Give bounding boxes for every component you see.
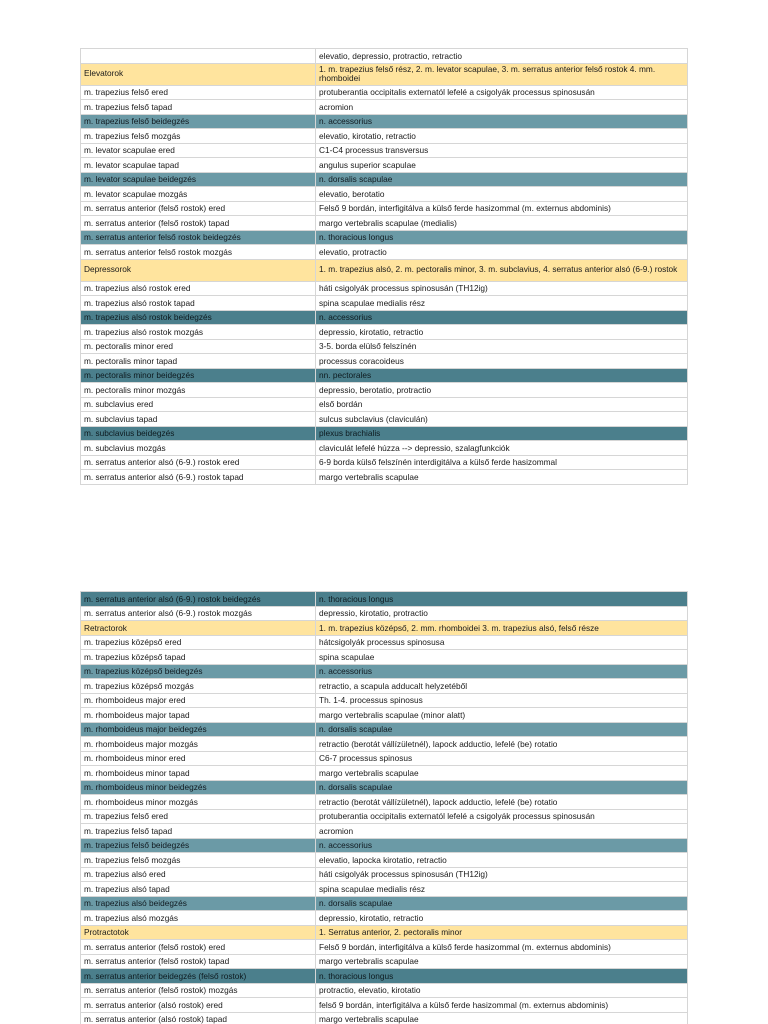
table-row — [81, 129, 688, 144]
value-cell: Felső 9 bordán, interfigitálva a külső ferde hasizommal (m. externus abdominis) — [316, 201, 688, 216]
muscle-property-cell: m. serratus anterior (felső rostok) tapad — [81, 216, 316, 231]
value-cell: spina scapulae medialis rész — [316, 882, 688, 897]
table-row — [81, 766, 688, 781]
muscle-property-cell: m. serratus anterior (felső rostok) mozgás — [81, 983, 316, 998]
innervation-row — [81, 114, 688, 129]
value-cell: elevatio, berotatio — [316, 187, 688, 202]
muscle-property-cell: m. trapezius középső tapad — [81, 650, 316, 665]
muscle-property-cell: m. serratus anterior beidegzés (felső rostok) — [81, 969, 316, 984]
innervation-row — [81, 896, 688, 911]
group-title-cell: Elevatorok — [81, 63, 316, 85]
table-row — [81, 158, 688, 173]
table-row — [81, 650, 688, 665]
table-row — [81, 911, 688, 926]
muscle-property-cell: m. serratus anterior (alsó rostok) ered — [81, 998, 316, 1013]
muscle-property-cell: m. trapezius felső mozgás — [81, 129, 316, 144]
group-header-row — [81, 63, 688, 85]
value-cell: margo vertebralis scapulae (medialis) — [316, 216, 688, 231]
value-cell: margo vertebralis scapulae — [316, 470, 688, 485]
table-row — [81, 998, 688, 1013]
table-row — [81, 470, 688, 485]
muscle-property-cell: m. trapezius alsó beidegzés — [81, 896, 316, 911]
group-header-row — [81, 621, 688, 636]
muscle-property-cell: m. levator scapulae beidegzés — [81, 172, 316, 187]
muscle-property-cell: m. trapezius felső tapad — [81, 100, 316, 115]
table-row — [81, 795, 688, 810]
innervation-row — [81, 310, 688, 325]
value-cell: elevatio, depressio, protractio, retractio — [316, 49, 688, 64]
muscle-property-cell: m. serratus anterior alsó (6-9.) rostok beidegzés — [81, 592, 316, 607]
muscle-property-cell: m. trapezius alsó rostok tapad — [81, 296, 316, 311]
innervation-row — [81, 368, 688, 383]
innervation-row — [81, 664, 688, 679]
table-row — [81, 635, 688, 650]
muscle-table-top — [80, 48, 688, 485]
value-cell: háti csigolyák processus spinosusán (TH12ig) — [316, 281, 688, 296]
muscle-property-cell: m. rhomboideus minor tapad — [81, 766, 316, 781]
muscle-property-cell: m. pectoralis minor ered — [81, 339, 316, 354]
muscle-property-cell: m. trapezius alsó tapad — [81, 882, 316, 897]
value-cell: elevatio, kirotatio, retractio — [316, 129, 688, 144]
muscle-property-cell: m. serratus anterior (alsó rostok) tapad — [81, 1012, 316, 1024]
table-row — [81, 49, 688, 64]
value-cell: n. accessorius — [316, 310, 688, 325]
muscle-property-cell: m. pectoralis minor beidegzés — [81, 368, 316, 383]
muscle-property-cell: m. pectoralis minor tapad — [81, 354, 316, 369]
muscle-property-cell: m. trapezius középső ered — [81, 635, 316, 650]
table-row — [81, 216, 688, 231]
table-row — [81, 882, 688, 897]
value-cell: elevatio, protractio — [316, 245, 688, 260]
group-header-row — [81, 925, 688, 940]
value-cell: hátcsigolyák processus spinosusa — [316, 635, 688, 650]
table-row — [81, 325, 688, 340]
value-cell: protuberantia occipitalis externatól lefelé a csigolyák processus spinosusán — [316, 809, 688, 824]
muscle-property-cell: m. trapezius felső mozgás — [81, 853, 316, 868]
group-members-cell: 1. m. trapezius középső, 2. mm. rhomboidei 3. m. trapezius alsó, felső része — [316, 621, 688, 636]
value-cell: margo vertebralis scapulae — [316, 766, 688, 781]
value-cell: protuberantia occipitalis externatól lefelé a csigolyák processus spinosusán — [316, 85, 688, 100]
muscle-table-bottom — [80, 591, 688, 1024]
innervation-row — [81, 722, 688, 737]
muscle-property-cell: m. trapezius felső beidegzés — [81, 838, 316, 853]
muscle-property-cell: m. subclavius tapad — [81, 412, 316, 427]
value-cell: elevatio, lapocka kirotatio, retractio — [316, 853, 688, 868]
muscle-property-cell: m. subclavius beidegzés — [81, 426, 316, 441]
muscle-property-cell: m. trapezius középső beidegzés — [81, 664, 316, 679]
value-cell: n. accessorius — [316, 838, 688, 853]
value-cell: 3-5. borda elülső felszínén — [316, 339, 688, 354]
table-row — [81, 383, 688, 398]
table-row — [81, 339, 688, 354]
innervation-row — [81, 230, 688, 245]
table-row — [81, 187, 688, 202]
value-cell: n. dorsalis scapulae — [316, 722, 688, 737]
muscle-property-cell: m. rhomboideus major mozgás — [81, 737, 316, 752]
group-members-cell: 1. m. trapezius alsó, 2. m. pectoralis minor, 3. m. subclavius, 4. serratus anterior alsó (6-9.) rostok — [316, 259, 688, 281]
table-row — [81, 954, 688, 969]
innervation-row — [81, 592, 688, 607]
value-cell: spina scapulae medialis rész — [316, 296, 688, 311]
value-cell: depressio, berotatio, protractio — [316, 383, 688, 398]
table-row — [81, 85, 688, 100]
value-cell: C6-7 processus spinosus — [316, 751, 688, 766]
innervation-row — [81, 426, 688, 441]
muscle-property-cell — [81, 49, 316, 64]
group-members-cell: 1. Serratus anterior, 2. pectoralis minor — [316, 925, 688, 940]
muscle-property-cell: m. serratus anterior alsó (6-9.) rostok ered — [81, 455, 316, 470]
value-cell: n. dorsalis scapulae — [316, 896, 688, 911]
muscle-property-cell: m. serratus anterior felső rostok mozgás — [81, 245, 316, 260]
muscle-property-cell: m. serratus anterior (felső rostok) ered — [81, 201, 316, 216]
muscle-property-cell: m. serratus anterior alsó (6-9.) rostok mozgás — [81, 606, 316, 621]
muscle-property-cell: m. pectoralis minor mozgás — [81, 383, 316, 398]
value-cell: n. dorsalis scapulae — [316, 780, 688, 795]
value-cell: n. accessorius — [316, 664, 688, 679]
table-row — [81, 606, 688, 621]
table-row — [81, 412, 688, 427]
value-cell: acromion — [316, 100, 688, 115]
muscle-property-cell: m. trapezius középső mozgás — [81, 679, 316, 694]
table-row — [81, 737, 688, 752]
value-cell: depressio, kirotatio, protractio — [316, 606, 688, 621]
value-cell: retractio (berotát vállízületnél), lapock adductio, lefelé (be) rotatio — [316, 737, 688, 752]
innervation-row — [81, 780, 688, 795]
muscle-property-cell: m. trapezius alsó rostok mozgás — [81, 325, 316, 340]
value-cell: angulus superior scapulae — [316, 158, 688, 173]
table-row — [81, 397, 688, 412]
table-row — [81, 281, 688, 296]
value-cell: protractio, elevatio, kirotatio — [316, 983, 688, 998]
muscle-property-cell: m. serratus anterior felső rostok beidegzés — [81, 230, 316, 245]
group-title-cell: Retractorok — [81, 621, 316, 636]
innervation-row — [81, 172, 688, 187]
value-cell: nn. pectorales — [316, 368, 688, 383]
table-row — [81, 441, 688, 456]
value-cell: n. thoracious longus — [316, 592, 688, 607]
table-row — [81, 245, 688, 260]
group-header-row — [81, 259, 688, 281]
value-cell: n. thoracious longus — [316, 230, 688, 245]
muscle-property-cell: m. trapezius felső tapad — [81, 824, 316, 839]
value-cell: depressio, kirotatio, retractio — [316, 911, 688, 926]
innervation-row — [81, 838, 688, 853]
muscle-property-cell: m. trapezius felső ered — [81, 809, 316, 824]
group-members-cell: 1. m. trapezius felső rész, 2. m. levator scapulae, 3. m. serratus anterior felső rostok 4. mm. rhomboidei — [316, 63, 688, 85]
table-row — [81, 143, 688, 158]
value-cell: Felső 9 bordán, interfigitálva a külső ferde hasizommal (m. externus abdominis) — [316, 940, 688, 955]
value-cell: plexus brachialis — [316, 426, 688, 441]
value-cell: C1-C4 processus transversus — [316, 143, 688, 158]
value-cell: retractio, a scapula adducalt helyzetéből — [316, 679, 688, 694]
value-cell: 6-9 borda külső felszínén interdigitálva a külső ferde hasizommal — [316, 455, 688, 470]
muscle-property-cell: m. subclavius mozgás — [81, 441, 316, 456]
table-row — [81, 354, 688, 369]
value-cell: Th. 1-4. processus spinosus — [316, 693, 688, 708]
table-row — [81, 853, 688, 868]
table-row — [81, 708, 688, 723]
table-row — [81, 751, 688, 766]
value-cell: n. accessorius — [316, 114, 688, 129]
muscle-property-cell: m. serratus anterior (felső rostok) tapad — [81, 954, 316, 969]
muscle-property-cell: m. subclavius ered — [81, 397, 316, 412]
innervation-row — [81, 969, 688, 984]
table-body — [81, 592, 688, 1024]
value-cell: depressio, kirotatio, retractio — [316, 325, 688, 340]
muscle-property-cell: m. trapezius felső beidegzés — [81, 114, 316, 129]
muscle-property-cell: m. rhomboideus major beidegzés — [81, 722, 316, 737]
muscle-property-cell: m. trapezius felső ered — [81, 85, 316, 100]
table-row — [81, 100, 688, 115]
muscle-property-cell: m. serratus anterior alsó (6-9.) rostok tapad — [81, 470, 316, 485]
table-row — [81, 940, 688, 955]
value-cell: felső 9 bordán, interfigitálva a külső ferde hasizommal (m. externus abdominis) — [316, 998, 688, 1013]
value-cell: retractio (berotát vállízületnél), lapock adductio, lefelé (be) rotatio — [316, 795, 688, 810]
muscle-property-cell: m. levator scapulae ered — [81, 143, 316, 158]
muscle-property-cell: m. levator scapulae tapad — [81, 158, 316, 173]
table-body — [81, 49, 688, 485]
table-row — [81, 201, 688, 216]
value-cell: háti csigolyák processus spinosusán (TH12ig) — [316, 867, 688, 882]
muscle-property-cell: m. rhomboideus minor mozgás — [81, 795, 316, 810]
muscle-property-cell: m. rhomboideus minor beidegzés — [81, 780, 316, 795]
muscle-property-cell: m. trapezius alsó rostok ered — [81, 281, 316, 296]
muscle-property-cell: m. trapezius alsó ered — [81, 867, 316, 882]
value-cell: acromion — [316, 824, 688, 839]
table-row — [81, 455, 688, 470]
value-cell: margo vertebralis scapulae — [316, 1012, 688, 1024]
table-row — [81, 983, 688, 998]
value-cell: processus coracoideus — [316, 354, 688, 369]
table-row — [81, 679, 688, 694]
value-cell: margo vertebralis scapulae (minor alatt) — [316, 708, 688, 723]
muscle-property-cell: m. rhomboideus minor ered — [81, 751, 316, 766]
table-row — [81, 809, 688, 824]
muscle-property-cell: m. rhomboideus major tapad — [81, 708, 316, 723]
value-cell: spina scapulae — [316, 650, 688, 665]
table-row — [81, 693, 688, 708]
value-cell: első bordán — [316, 397, 688, 412]
muscle-property-cell: m. serratus anterior (felső rostok) ered — [81, 940, 316, 955]
muscle-property-cell: m. levator scapulae mozgás — [81, 187, 316, 202]
muscle-property-cell: m. rhomboideus major ered — [81, 693, 316, 708]
value-cell: margo vertebralis scapulae — [316, 954, 688, 969]
value-cell: n. dorsalis scapulae — [316, 172, 688, 187]
value-cell: n. thoracious longus — [316, 969, 688, 984]
muscle-property-cell: m. trapezius alsó rostok beidegzés — [81, 310, 316, 325]
group-title-cell: Protractotok — [81, 925, 316, 940]
table-row — [81, 824, 688, 839]
value-cell: claviculát lefelé húzza --> depressio, szalagfunkciók — [316, 441, 688, 456]
muscle-property-cell: m. trapezius alsó mozgás — [81, 911, 316, 926]
group-title-cell: Depressorok — [81, 259, 316, 281]
table-row — [81, 867, 688, 882]
table-row — [81, 296, 688, 311]
table-row — [81, 1012, 688, 1024]
value-cell: sulcus subclavius (claviculán) — [316, 412, 688, 427]
